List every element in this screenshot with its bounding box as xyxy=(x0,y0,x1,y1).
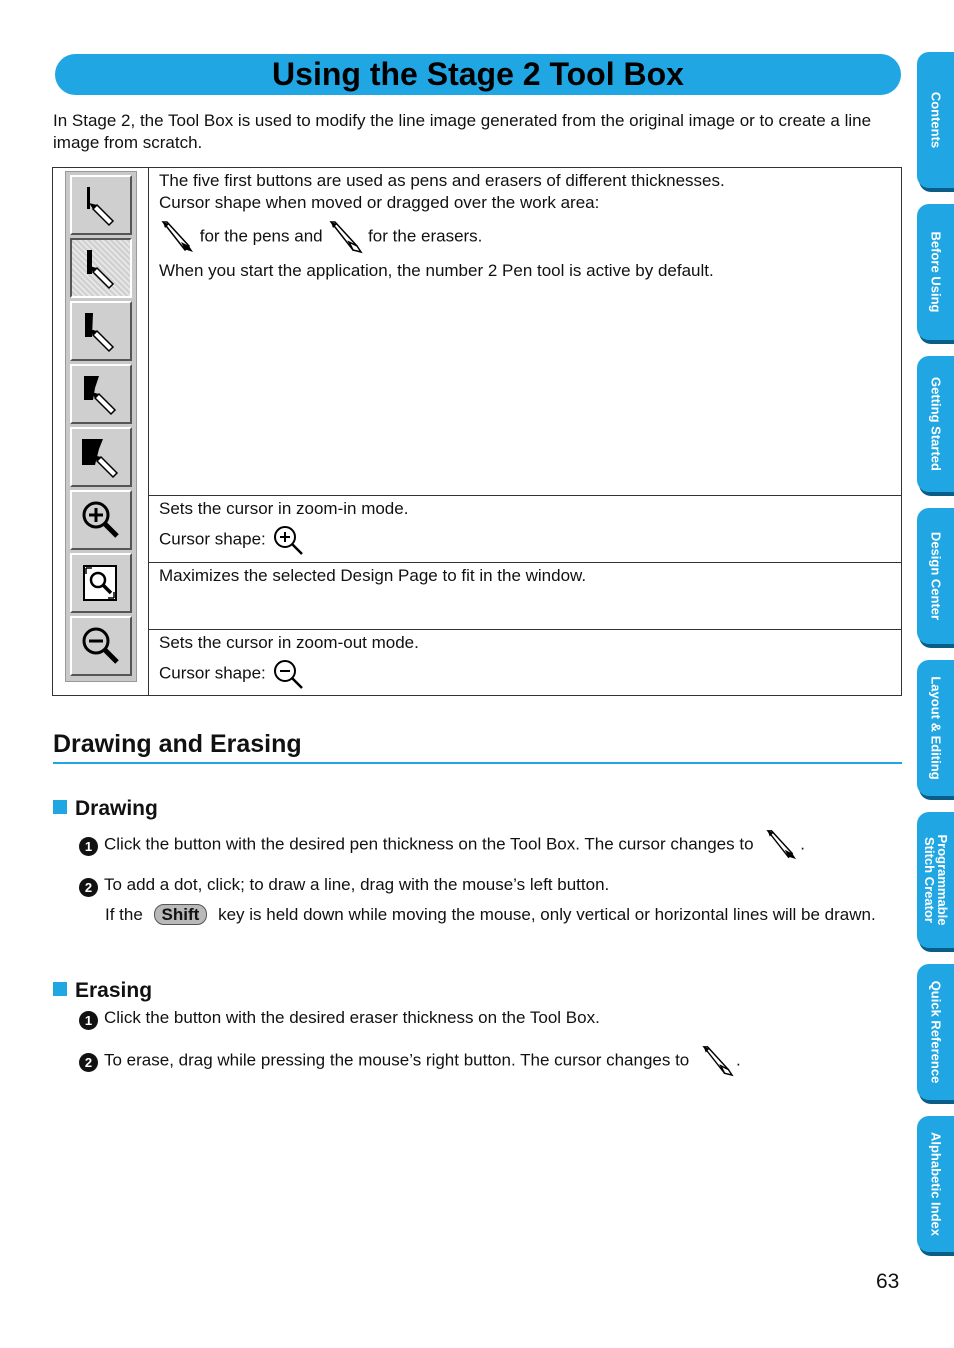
period: . xyxy=(800,834,805,854)
eraser-cursor-icon xyxy=(327,220,363,254)
pens-description xyxy=(149,168,902,496)
pen-4-button[interactable] xyxy=(70,364,132,424)
step-number-badge: 2 xyxy=(79,1053,98,1072)
pen-4-icon xyxy=(77,370,125,418)
period: . xyxy=(736,1050,741,1070)
zoom-in-description xyxy=(149,496,902,563)
tab-label: Alphabetic Index xyxy=(928,1131,943,1237)
step-number-badge: 2 xyxy=(79,878,98,897)
pen-5-button[interactable] xyxy=(70,427,132,487)
pens-line-4: When you start the application, the number 2 Pen tool is active by default. xyxy=(159,261,714,280)
zoom-out-icon xyxy=(77,622,125,670)
tab-label: Before Using xyxy=(928,231,943,313)
zoom-out-button[interactable] xyxy=(70,616,132,676)
shift-note-a: If the xyxy=(105,905,143,924)
fit-to-window-button[interactable] xyxy=(70,553,132,613)
zoom-in-cursor-label: Cursor shape: xyxy=(159,529,266,549)
zoom-out-cursor-row xyxy=(159,658,891,690)
tab-programmable-stitch-creator[interactable] xyxy=(917,812,954,948)
pens-text-a: for the pens and xyxy=(199,226,323,246)
zoom-out-cursor-label: Cursor shape: xyxy=(159,663,266,683)
zoom-in-icon xyxy=(77,496,125,544)
pens-line-1: The five first buttons are used as pens and erasers of different thicknesses. xyxy=(159,171,725,190)
pen-2-icon xyxy=(77,244,125,292)
drawing-step-2 xyxy=(79,873,889,897)
bullet-square-icon xyxy=(53,800,67,814)
shift-key: Shift xyxy=(154,904,208,925)
tab-label: Getting Started xyxy=(928,377,943,471)
zoom-out-description xyxy=(149,630,902,696)
fit-description xyxy=(149,563,902,630)
pen-3-button[interactable] xyxy=(70,301,132,361)
zoom-in-cursor-icon xyxy=(271,524,307,556)
step-number-badge: 1 xyxy=(79,1011,98,1030)
pen-5-icon xyxy=(77,433,125,481)
pen-cursor-icon xyxy=(762,829,800,861)
eraser-cursor-icon xyxy=(698,1045,736,1077)
pens-text-b: for the erasers. xyxy=(368,226,483,246)
erasing-heading xyxy=(53,978,152,1004)
pen-1-button[interactable] xyxy=(70,175,132,235)
fit-line-1: Maximizes the selected Design Page to fit in the window. xyxy=(159,566,587,585)
zoom-out-line-1: Sets the cursor in zoom-out mode. xyxy=(159,633,419,652)
intro-paragraph: In Stage 2, the Tool Box is used to modify the line image generated from the original image or to create a line image from scratch. xyxy=(53,111,872,152)
tab-label: Layout & Editing xyxy=(928,676,943,780)
fit-to-window-icon xyxy=(77,559,125,607)
page-number: 63 xyxy=(876,1270,900,1293)
erasing-step-2-text: To erase, drag while pressing the mouse’s right button. The cursor changes to xyxy=(104,1050,690,1070)
tab-layout-editing[interactable] xyxy=(917,660,954,796)
tab-label: Contents xyxy=(928,91,943,149)
tab-quick-reference[interactable] xyxy=(917,964,954,1100)
drawing-heading-text: Drawing xyxy=(75,797,158,820)
step-number-badge: 1 xyxy=(79,837,98,856)
zoom-in-line-1: Sets the cursor in zoom-in mode. xyxy=(159,499,409,518)
bullet-square-icon xyxy=(53,982,67,996)
pen-2-button[interactable] xyxy=(70,238,132,298)
pen-1-icon xyxy=(77,181,125,229)
zoom-in-button[interactable] xyxy=(70,490,132,550)
shift-note-b: key is held down while moving the mouse, only vertical or horizontal lines will be drawn. xyxy=(218,905,876,924)
page-title: Using the Stage 2 Tool Box xyxy=(272,56,684,92)
tab-label: Quick Reference xyxy=(928,980,943,1084)
tab-before-using[interactable] xyxy=(917,204,954,340)
erasing-heading-text: Erasing xyxy=(75,979,153,1002)
drawing-heading xyxy=(53,796,158,822)
tab-contents[interactable] xyxy=(917,52,954,188)
tab-design-center[interactable] xyxy=(917,508,954,644)
shift-note xyxy=(105,902,895,928)
section-heading: Drawing and Erasing xyxy=(53,728,902,764)
tab-label: Design Center xyxy=(928,531,943,621)
toolbox-strip-cell xyxy=(53,168,149,696)
tab-alphabetic-index[interactable] xyxy=(917,1116,954,1252)
toolbox-strip xyxy=(65,171,137,682)
zoom-in-cursor-row xyxy=(159,524,891,556)
tab-getting-started[interactable] xyxy=(917,356,954,492)
drawing-step-2-text: To add a dot, click; to draw a line, drag with the mouse’s left button. xyxy=(104,875,610,894)
pens-cursor-row xyxy=(159,220,891,254)
tab-label: Programmable Stitch Creator xyxy=(921,834,950,926)
drawing-step-1-text: Click the button with the desired pen thickness on the Tool Box. The cursor changes to xyxy=(104,834,754,854)
pen-cursor-icon xyxy=(159,220,195,254)
erasing-step-1 xyxy=(79,1006,889,1030)
erasing-step-2 xyxy=(79,1045,889,1077)
title-banner xyxy=(55,54,901,95)
drawing-step-1 xyxy=(79,829,889,861)
pens-line-2: Cursor shape when moved or dragged over the work area: xyxy=(159,193,600,212)
pen-3-icon xyxy=(77,307,125,355)
zoom-out-cursor-icon xyxy=(271,658,307,690)
erasing-step-1-text: Click the button with the desired eraser thickness on the Tool Box. xyxy=(104,1008,600,1027)
toolbox-table xyxy=(52,167,902,696)
